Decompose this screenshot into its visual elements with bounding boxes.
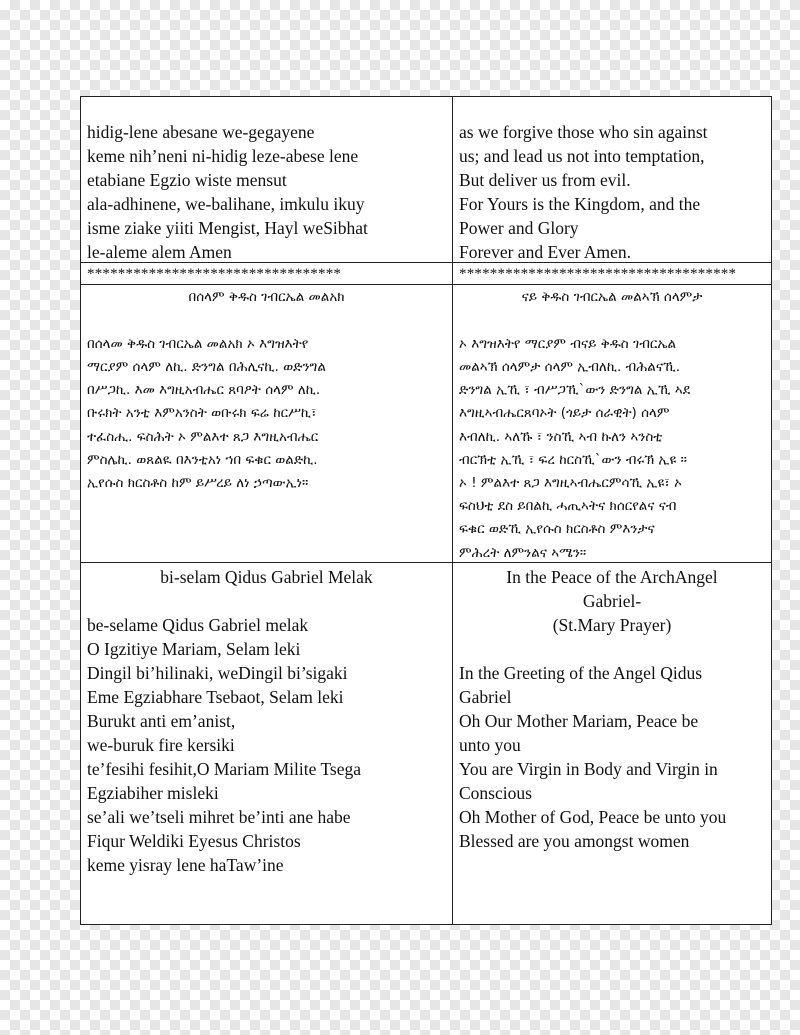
section-heading: bi-selam Qidus Gabriel Melak [160,567,373,587]
text-line: ኢየሱስ ክርስቶስ ከም ይሥረይ ለነ ኃጣውኢነ። [87,474,309,491]
text-line: unto you [459,734,521,755]
text-line: ፍቁር ወድኺ ኢየሱስ ክርስቶስ ምእንታና [459,521,655,538]
cell-text [87,97,446,263]
text-line: Oh Mother of God, Peace be unto you [459,806,727,827]
text-line: መልኣኽ ሰላምታ ሰላም ኢብለኪ. ብሕልናኺ. [459,358,681,375]
text-line: etabiane Egzio wiste mensut [87,170,287,190]
text-line: Conscious [459,782,532,803]
cell-text [87,563,446,877]
text-line: Forever and Ever Amen. [459,242,632,262]
table-cell-row3-right [452,284,772,563]
section-heading: Gabriel- [582,591,642,611]
text-line: But deliver us from evil. [459,170,631,190]
table-cell-row4-right [452,562,772,925]
document-page [80,96,772,925]
table-cell-row4-left [80,562,453,925]
text-line: ማርያም ሰላም ለኪ. ድንግል በሕሊናኪ. ወድንግል [87,358,326,375]
text-line: ተፈስሒ. ፍስሕት ኦ ምልእተ ጸጋ እግዚአብሔር [87,428,319,445]
cell-text [459,563,765,853]
text-line: Egziabiher misleki [87,782,219,803]
text-line: Power and Glory [459,218,579,238]
text-line: hidig-lene abesane we-gegayene [87,122,315,142]
text-line: ala-adhinene, we-balihane, imkulu ikuy [87,194,365,214]
text-line: keme nih’neni ni-hidig leze-abese lene [87,146,359,166]
table-cell-row1-left [80,96,453,263]
text-line: Gabriel [459,686,512,707]
text-line: Dingil bi’hilinaki, weDingil bi’sigaki [87,662,348,683]
text-line: በሥጋኪ. እመ እግዚአብሔር ጸባዖት ሰላም ለኪ. [87,382,321,399]
text-line: In the Greeting of the Angel Qidus [459,662,703,683]
text-line: Blessed are you amongst women [459,830,690,851]
cell-text [87,333,446,495]
text-line: as we forgive those who sin against [459,122,708,142]
text-line: le-aleme alem Amen [87,242,232,262]
cell-text [459,97,765,263]
text-line: You are Virgin in Body and Virgin in [459,758,718,779]
table-cell-row1-right [452,96,772,263]
section-heading: (St.Mary Prayer) [552,615,672,635]
text-line: Fiqur Weldiki Eyesus Christos [87,830,301,851]
text-line: ቡሩክት አንቲ እምአንስት ወቡሩክ ፍሬ ከርሥኪ፣ [87,405,317,422]
table-cell-row3-left [80,284,453,563]
text-line: እብለኪ. ኣለኹ ፣ ንስኺ ኣብ ኩለን ኣንስቲ [459,428,663,445]
asterisk-separator: ********************************* [87,266,342,282]
separator-row-right [452,262,772,285]
text-line: O Igzitiye Mariam, Selam leki [87,638,301,659]
section-heading: በሰላም ቅዱስ ገብርኤል መልአክ [188,289,345,305]
text-line: se’ali we’tseli mihret be’inti ane habe [87,806,351,827]
text-line: Burukt anti em’anist, [87,710,236,731]
text-line: እግዚኣብሔርጸባኦት (ጎይታ ሰራዊት) ሰላም [459,405,670,422]
text-line: te’fesihi fesihit,O Mariam Milite Tsega [87,758,362,779]
text-line: ኦ ! ምልእተ ጸጋ እግዚኣብሔርምሳኺ ኢዩ፣ ኦ [459,474,683,491]
section-heading: In the Peace of the ArchAngel [506,567,718,587]
asterisk-separator: ************************************ [459,266,737,282]
text-line: ምስሌኪ. ወጸልዪ በእንቲአነ ኀበ ፍቁር ወልድኪ. [87,451,318,468]
text-line: we-buruk fire kersiki [87,734,235,755]
text-line: Oh Our Mother Mariam, Peace be [459,710,699,731]
text-line: ምሕረት ለምንልና ኣሜን። [459,544,587,561]
text-line: ፍስህቲ ደስ ይበልኪ ሓጢኣትና ክሰርየልና ናብ [459,498,677,515]
text-line: isme ziake yiiti Mengist, Hayl weSibhat [87,218,368,238]
text-line: For Yours is the Kingdom, and the [459,194,701,214]
text-line: us; and lead us not into temptation, [459,146,705,166]
text-line: keme yisray lene haTaw’ine [87,854,284,875]
text-line: ድንግል ኢኺ ፣ ብሥጋኺ`ውን ድንግል ኢኺ ኣደ [459,382,691,399]
text-line: be-selame Qidus Gabriel melak [87,614,309,635]
text-line: ብርኽቲ ኢኺ ፣ ፍረ ከርስኺ`ውን ብሩኽ ኢዩ ። [459,451,687,468]
cell-text [459,333,765,563]
text-line: ኦ እግዝእትየ ማርያም ብናይ ቅዱስ ገብርኤል [459,335,677,352]
separator-row-left [80,262,453,285]
text-line: በሰላመ ቅዱስ ገብርኤል መልአክ ኦ እግዝእትየ [87,335,309,352]
section-heading: ናይ ቅዱስ ገብርኤል መልኣኽ ሰላምታ [521,289,703,305]
text-line: Eme Egziabhare Tsebaot, Selam leki [87,686,344,707]
